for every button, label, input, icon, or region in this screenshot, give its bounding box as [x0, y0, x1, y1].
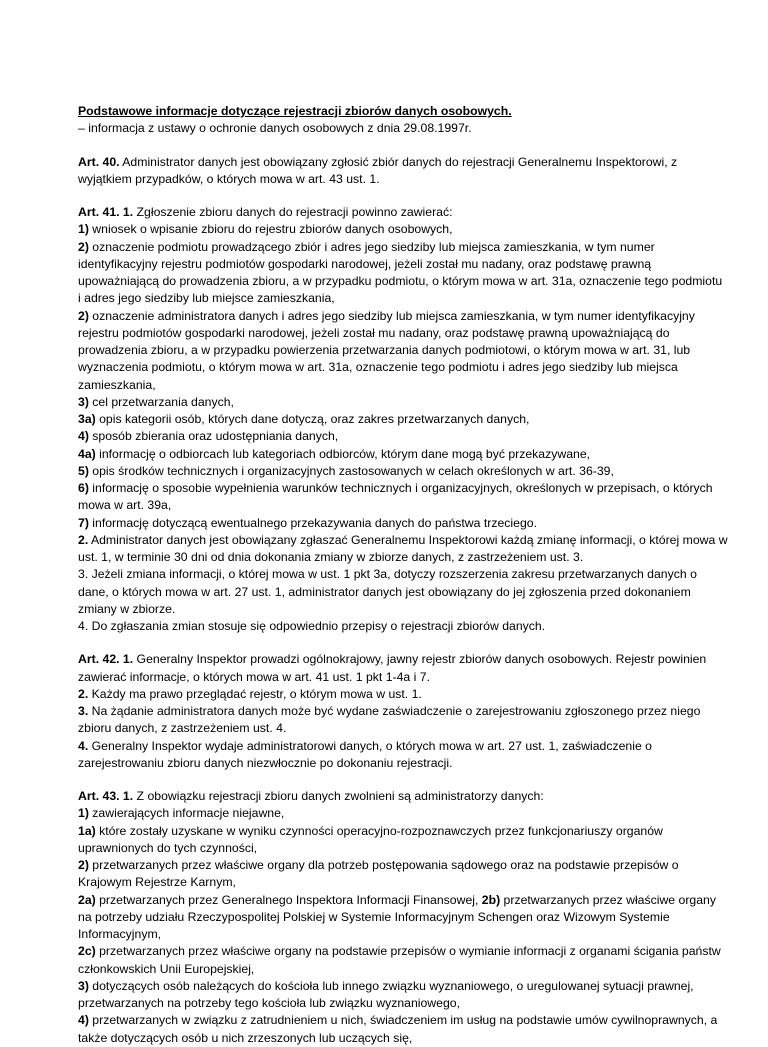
- item-number: 4a): [78, 446, 96, 461]
- item-text: Generalny Inspektor wydaje administratorowi danych, o których mowa w art. 27 ust. 1, zaświadczenie o zarejestrowaniu zbioru danych niezwłocznie po dokonaniu rejestracji.: [78, 738, 652, 770]
- list-item: [78, 463, 728, 480]
- item-number: 3): [78, 978, 89, 993]
- item-number: 3): [78, 394, 89, 409]
- article-42: [78, 651, 728, 772]
- art41-intro: [78, 204, 728, 221]
- item-number: 3.: [78, 704, 89, 718]
- item-number: 2.: [78, 532, 89, 547]
- item-text: przetwarzanych przez Generalnego Inspektora Informacji Finansowej,: [95, 892, 482, 907]
- article-41: [78, 204, 728, 635]
- list-item: [78, 978, 728, 1013]
- item-number: 2): [78, 858, 89, 872]
- item-text: przetwarzanych przez właściwe organy na potrzeby udziału Rzeczypospolitej Polskiej w Systemie Informacyjnym Schengen oraz Wizowym Systemie Informacyjnym,: [78, 892, 716, 941]
- article-label: Art. 40.: [78, 154, 120, 169]
- article-text: Z obowiązku rejestracji zbioru danych zwolnieni są administratorzy danych:: [133, 789, 544, 803]
- item-number: 2): [78, 308, 89, 323]
- item-number: 2b): [481, 892, 501, 907]
- item-text: przetwarzanych przez właściwe organy dla potrzeb postępowania sądowego oraz na podstawie przepisów o Krajowym Rejestrze Karnym,: [78, 858, 679, 890]
- article-label: Art. 43. 1.: [78, 789, 134, 803]
- item-number: 1): [78, 222, 89, 237]
- article-label: Art. 41. 1.: [78, 205, 134, 219]
- item-number: 4): [78, 429, 89, 444]
- item-number: 4.: [78, 738, 89, 753]
- article-43: [78, 788, 728, 1047]
- art41-paragraph-3: 3. Jeżeli zmiana informacji, o której mowa w ust. 1 pkt 3a, dotyczy rozszerzenia zakresu przetwarzanych danych o dane, o których mowa w art. 27 ust. 1, administrator danych jest obowiązany do jej zgłoszenia przed dokonaniem zmiany w zbiorze.: [78, 567, 697, 616]
- article-text: Generalny Inspektor prowadzi ogólnokrajowy, jawny rejestr zbiorów danych osobowych. Rejestr powinien zawierać informacje, o których mowa w art. 41 ust. 1 pkt 1-4a i 7.: [78, 652, 707, 684]
- article-label: Art. 42. 1.: [78, 652, 134, 667]
- item-number: 5): [78, 463, 89, 478]
- item-number: 2a): [78, 892, 96, 907]
- list-item: [78, 308, 728, 394]
- item-text: cel przetwarzania danych,: [88, 394, 234, 409]
- item-text: zawierających informacje niejawne,: [88, 806, 285, 821]
- item-number: 2.: [78, 686, 89, 701]
- item-text: Administrator danych jest obowiązany zgłaszać Generalnemu Inspektorowi każdą zmianę informacji, o której mowa w ust. 1, w terminie 30 dni od dnia dokonania zmiany w zbiorze danych, z zastrzeżeniem ust. 3.: [78, 532, 728, 564]
- item-text: oznaczenie podmiotu prowadzącego zbiór i adres jego siedziby lub miejsca zamieszkania, w tym numer identyfikacyjny rejestru podmiotów gospodarki narodowej, jeżeli został mu nadany, oraz podstawę prawną upoważniającą do prowadzenia zbioru, a w przypadku podmiotu, o którym mowa w art. 31a, oznaczenie tego podmiotu i adres jego siedziby lub miejsce zamieszkania,: [78, 239, 723, 306]
- item-text: informację dotyczącą ewentualnego przekazywania danych do państwa trzeciego.: [88, 515, 537, 530]
- document-subtitle: – informacja z ustawy o ochronie danych osobowych z dnia 29.08.1997r.: [78, 121, 472, 136]
- art41-paragraph-4: 4. Do zgłaszania zmian stosuje się odpowiednio przepisy o rejestracji zbiorów danych.: [78, 619, 546, 633]
- list-item: [78, 857, 728, 892]
- item-text: Na żądanie administratora danych może być wydane zaświadczenie o zarejestrowaniu zgłoszonego przez niego zbioru danych, z zastrzeżeniem ust. 4.: [78, 704, 701, 736]
- list-item: [78, 446, 728, 463]
- item-number: 1a): [78, 823, 96, 838]
- list-item: [78, 1012, 728, 1047]
- item-text: oznaczenie administratora danych i adres jego siedziby lub miejsca zamieszkania, w tym numer identyfikacyjny rejestru podmiotów gospodarki narodowej, jeżeli został mu nadany, oraz podstawę prawną upoważniającą do prowadzenia zbioru, a w przypadku powierzenia przetwarzania danych podmiotowi, o którym mowa w art. 31, lub wyznaczenia podmiotu, o którym mowa w art. 31a, oznaczenie tego podmiotu i adres jego siedziby lub miejsca zamieszkania,: [78, 308, 695, 392]
- list-item: [78, 394, 728, 411]
- item-text: informację o odbiorcach lub kategoriach odbiorców, którym dane mogą być przekazywane,: [95, 446, 591, 461]
- item-number: 3a): [78, 412, 96, 426]
- item-text: opis środków technicznych i organizacyjnych zastosowanych w celach określonych w art. 36-39,: [88, 463, 614, 478]
- list-item: [78, 943, 728, 978]
- list-item: [78, 480, 728, 515]
- item-text: przetwarzanych przez właściwe organy na podstawie przepisów o wymianie informacji z organami ścigania państw członkowskich Unii Europejskiej,: [78, 944, 721, 976]
- document-header: [78, 103, 728, 138]
- document-title: Podstawowe informacje dotyczące rejestracji zbiorów danych osobowych.: [78, 104, 512, 118]
- item-number: 6): [78, 481, 89, 495]
- item-text: Każdy ma prawo przeglądać rejestr, o którym mowa w ust. 1.: [88, 686, 422, 701]
- item-text: które zostały uzyskane w wyniku czynności operacyjno-rozpoznawczych przez funkcjonariuszy organów uprawnionych do tych czynności,: [78, 823, 663, 855]
- item-number: 1): [78, 806, 89, 821]
- list-item: [78, 532, 728, 567]
- list-item: [78, 686, 728, 703]
- article-40: [78, 154, 728, 189]
- art43-intro: [78, 788, 728, 805]
- art42-intro: [78, 651, 728, 686]
- list-item: [78, 239, 728, 308]
- list-item: [78, 892, 728, 944]
- list-item: [78, 428, 728, 445]
- item-number: 2): [78, 239, 89, 254]
- list-item: [78, 221, 728, 238]
- item-text: wniosek o wpisanie zbioru do rejestru zbiorów danych osobowych,: [88, 222, 453, 237]
- list-item: [78, 805, 728, 822]
- item-text: przetwarzanych w związku z zatrudnieniem u nich, świadczeniem im usług na podstawie umów cywilnoprawnych, a także dotyczących osób u nich zrzeszonych lub uczących się,: [78, 1013, 718, 1045]
- list-item: [78, 703, 728, 738]
- list-item: [78, 411, 728, 428]
- item-number: 4): [78, 1013, 89, 1028]
- item-text: sposób zbierania oraz udostępniania danych,: [88, 429, 339, 444]
- item-text: opis kategorii osób, których dane dotyczą, oraz zakres przetwarzanych danych,: [95, 412, 530, 426]
- art40-paragraph: [78, 154, 728, 189]
- item-number: 2c): [78, 944, 96, 959]
- item-text: dotyczących osób należących do kościoła lub innego związku wyznaniowego, o uregulowanej sytuacji prawnej, przetwarzanych na potrzeby tego kościoła lub związku wyznaniowego,: [78, 978, 694, 1010]
- list-item: [78, 738, 728, 773]
- item-number: 7): [78, 515, 89, 530]
- article-text: Zgłoszenie zbioru danych do rejestracji powinno zawierać:: [133, 205, 453, 219]
- list-item: [78, 515, 728, 532]
- item-text: informację o sposobie wypełnienia warunków technicznych i organizacyjnych, określonych w przepisach, o których mowa w art. 39a,: [78, 481, 713, 513]
- article-text: Administrator danych jest obowiązany zgłosić zbiór danych do rejestracji Generalnemu Inspektorowi, z wyjątkiem przypadków, o których mowa w art. 43 ust. 1.: [78, 154, 678, 186]
- list-item: [78, 823, 728, 858]
